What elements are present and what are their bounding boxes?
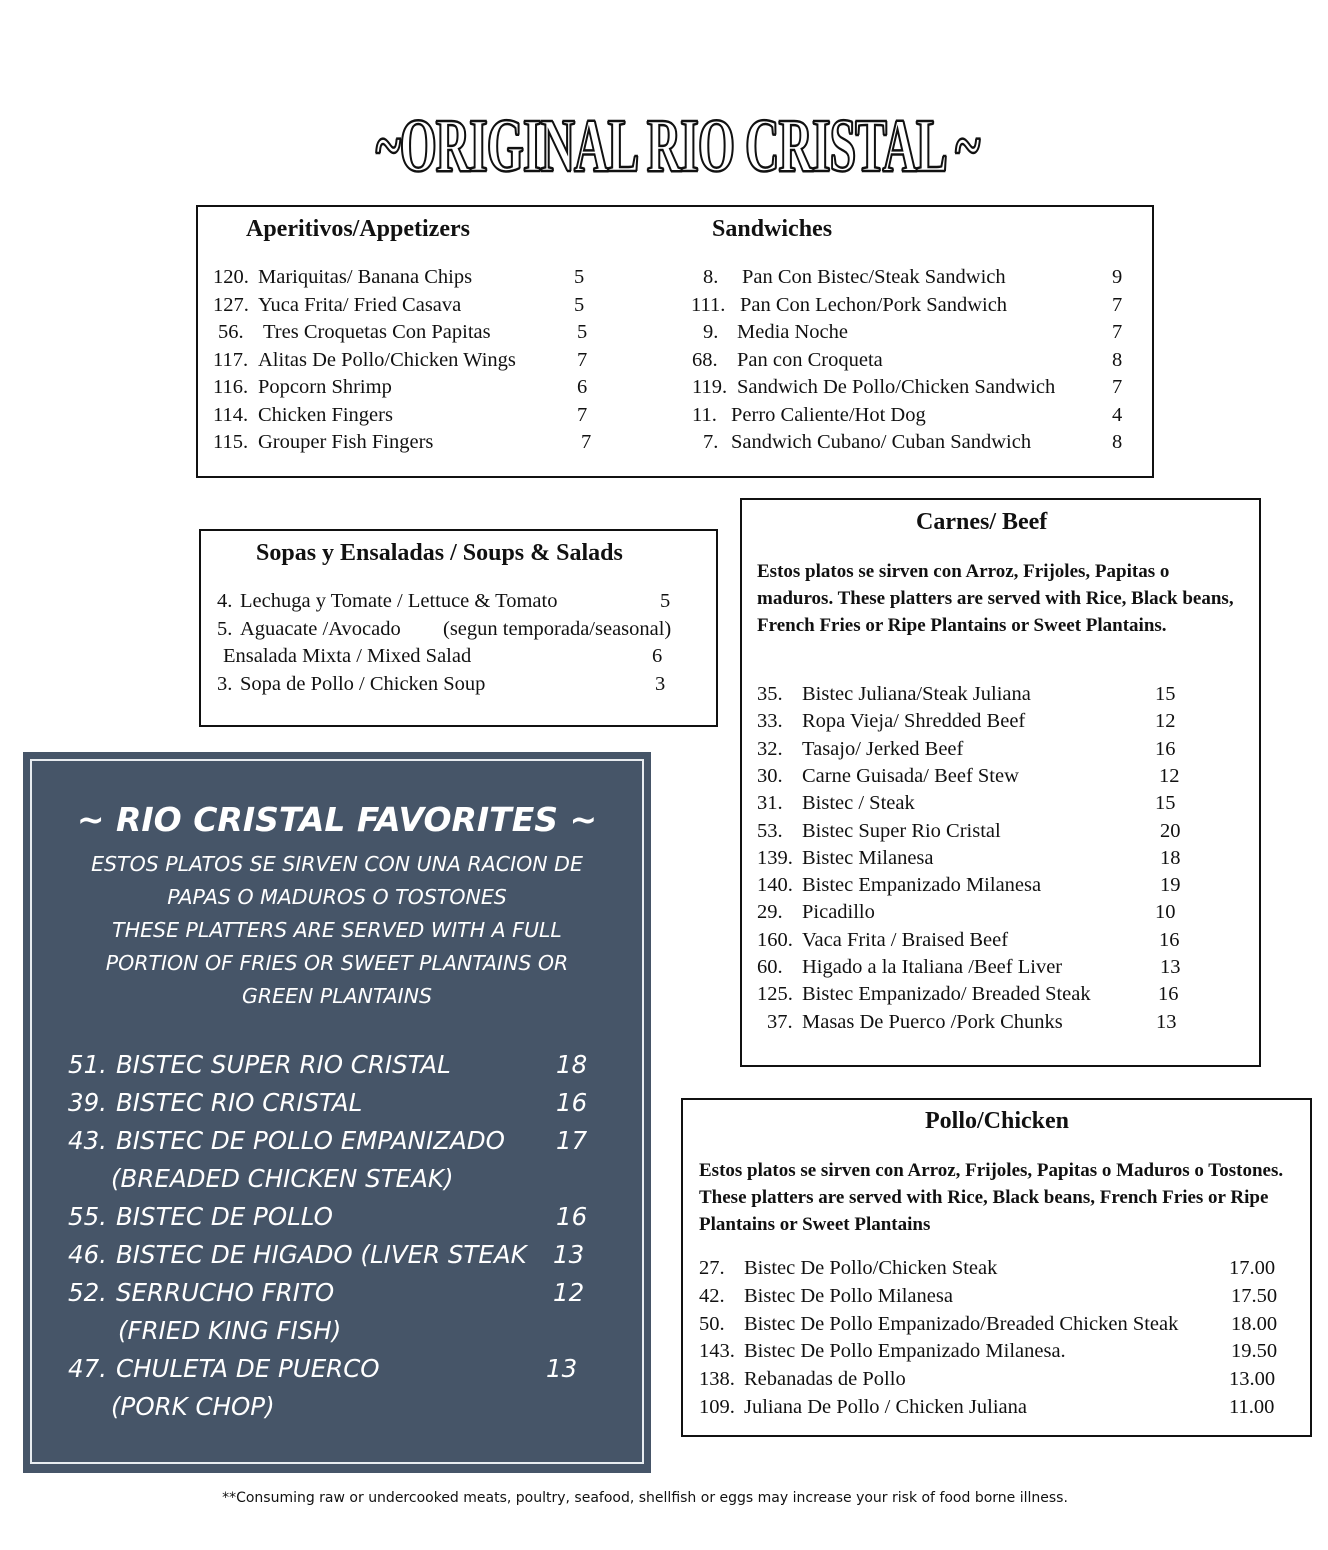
item-name: Bistec Milanesa [802,846,934,869]
item-price: 13.00 [1229,1368,1276,1391]
item-number: 5. [217,617,233,640]
item-name: Grouper Fish Fingers [258,431,434,453]
item-name: Carne Guisada/ Beef Stew [802,764,1019,787]
favorites-note-line: PAPAS O MADUROS O TOSTONES [167,885,507,909]
item-number: 3. [217,672,233,695]
item-name: Sandwich Cubano/ Cuban Sandwich [731,431,1032,453]
item-price: 17 [556,1126,588,1155]
item-number: 160. [757,928,793,951]
item-price: 13 [1160,956,1181,978]
item-price: 16 [1155,737,1176,760]
item-number: 127. [213,293,249,316]
item-number: 32. [757,737,783,760]
item-price: 18 [556,1050,588,1079]
item-number: 33. [757,710,783,733]
item-number: 139. [757,846,793,869]
favorites-note-line: GREEN PLANTAINS [241,984,433,1008]
item-number: 43. [68,1126,107,1155]
item-number: 51. [68,1050,107,1079]
item-name: Perro Caliente/Hot Dog [731,403,926,426]
item-price: 7 [581,431,592,453]
item-number: 39. [68,1088,107,1117]
item-subtitle: (FRIED KING FISH) [118,1316,342,1345]
item-price: 17.50 [1231,1284,1278,1307]
item-number: 7. [703,431,719,453]
item-number: 9. [703,321,719,343]
item-number: 138. [699,1368,735,1391]
item-price: 19 [1160,874,1181,897]
appetizers-heading: Aperitivos/Appetizers [246,216,470,242]
item-number: 60. [757,956,783,978]
item-name: Rebanadas de Pollo [744,1368,906,1391]
item-price: 16 [556,1202,588,1231]
item-number: 8. [703,266,719,288]
item-name: Alitas De Pollo/Chicken Wings [258,348,516,371]
item-name: Bistec Empanizado Milanesa [802,874,1042,897]
item-name: Tres Croquetas Con Papitas [263,321,491,343]
item-number: 27. [699,1257,725,1279]
item-name: Yuca Frita/ Fried Casava [258,293,462,316]
item-price: 12 [553,1278,585,1307]
item-price: (segun temporada/seasonal) [443,617,672,640]
item-name: Higado a la Italiana /Beef Liver [802,956,1063,978]
favorites-heading: ~ RIO CRISTAL FAVORITES ~ [76,800,598,839]
favorites-note [30,848,644,1013]
item-name: Media Noche [737,321,848,343]
item-name: Mariquitas/ Banana Chips [258,266,473,288]
item-price: 16 [556,1088,588,1117]
item-name: Sopa de Pollo / Chicken Soup [240,672,486,695]
item-price: 18.00 [1231,1312,1278,1335]
item-number: 116. [213,376,249,398]
item-number: 29. [757,901,783,924]
item-subtitle: (BREADED CHICKEN STEAK) [111,1164,454,1193]
item-number: 115. [213,431,249,453]
item-name: Bistec De Pollo Empanizado Milanesa. [744,1340,1066,1363]
item-name: Pan Con Lechon/Pork Sandwich [740,293,1008,316]
item-price: 3 [655,672,666,695]
item-name: Bistec De Pollo/Chicken Steak [744,1257,998,1279]
item-price: 7 [1112,293,1123,316]
item-number: 47. [68,1354,107,1383]
item-price: 7 [1112,376,1123,398]
item-name: BISTEC DE POLLO [116,1202,333,1231]
item-number: 30. [757,764,783,787]
item-name: Popcorn Shrimp [258,376,392,398]
chicken-heading: Pollo/Chicken [925,1108,1070,1134]
item-name: Juliana De Pollo / Chicken Juliana [744,1396,1027,1418]
page-title: ~ORIGINAL RIO CRISTAL ~ [375,104,980,188]
item-number: 55. [68,1202,107,1231]
item-number: 125. [757,983,793,1006]
item-number: 120. [213,266,249,288]
favorites-note-line: ESTOS PLATOS SE SIRVEN CON UNA RACION DE [91,852,583,876]
item-number: 117. [213,348,249,371]
item-price: 4 [1112,403,1123,426]
item-name: SERRUCHO FRITO [116,1278,335,1307]
item-price: 5 [577,321,588,343]
beef-note: Estos platos se sirven con Arroz, Frijoles, Papitas o maduros. These platters are served with Rice, Black beans, French Fries or Ripe Plantains or Sweet Plantains. [757,561,1234,636]
item-price: 7 [1112,321,1123,343]
item-number: 11. [692,403,717,426]
item-name: Pan Con Bistec/Steak Sandwich [742,266,1006,288]
item-number: 56. [218,321,244,343]
item-name: Chicken Fingers [258,403,393,426]
item-name: Bistec De Pollo Empanizado/Breaded Chicken Steak [744,1312,1179,1335]
item-name: BISTEC RIO CRISTAL [116,1088,363,1117]
item-number: 143. [699,1340,735,1363]
item-name: CHULETA DE PUERCO [116,1354,380,1383]
chicken-note: Estos platos se sirven con Arroz, Frijoles, Papitas o Maduros o Tostones. These platters are served with Rice, Black beans, French Fries or Ripe Plantains or Sweet Plantains [699,1160,1284,1235]
item-name: Bistec De Pollo Milanesa [744,1284,953,1307]
item-price: 17.00 [1229,1257,1276,1279]
item-number: 31. [757,792,783,815]
favorites-note-line: THESE PLATTERS ARE SERVED WITH A FULL [112,918,562,942]
item-price: 5 [574,266,585,288]
item-name: Ensalada Mixta / Mixed Salad [223,645,472,667]
item-number: 52. [68,1278,107,1307]
item-name: Vaca Frita / Braised Beef [802,928,1009,951]
favorites-note-line: PORTION OF FRIES OR SWEET PLANTAINS OR [105,951,569,975]
item-name: Masas De Puerco /Pork Chunks [802,1010,1063,1033]
item-price: 13 [553,1240,585,1269]
item-price: 15 [1155,792,1176,815]
item-number: 111. [691,293,726,316]
item-price: 6 [577,376,588,398]
item-price: 7 [577,348,588,371]
item-price: 20 [1160,819,1181,842]
item-name: Bistec Super Rio Cristal [802,819,1001,842]
item-name: Sandwich De Pollo/Chicken Sandwich [737,376,1056,398]
item-price: 19.50 [1231,1340,1278,1363]
sandwiches-heading: Sandwiches [712,216,833,242]
item-price: 10 [1155,901,1176,924]
item-price: 13 [546,1354,578,1383]
item-name: Bistec / Steak [802,792,915,815]
item-price: 12 [1159,764,1180,787]
item-price: 7 [577,403,588,426]
item-price: 5 [574,293,585,316]
item-subtitle: (PORK CHOP) [111,1392,275,1421]
food-safety-footer: **Consuming raw or undercooked meats, poultry, seafood, shellfish or eggs may increase your risk of food borne illness. [222,1490,1068,1506]
item-name: Ropa Vieja/ Shredded Beef [802,710,1026,733]
item-name: BISTEC DE HIGADO (LIVER STEAK [116,1240,527,1269]
item-number: 119. [692,376,728,398]
beef-heading: Carnes/ Beef [916,509,1048,535]
item-name: Bistec Juliana/Steak Juliana [802,683,1031,705]
item-price: 5 [660,590,671,612]
item-price: 16 [1158,983,1179,1006]
item-price: 11.00 [1229,1396,1275,1418]
item-number: 42. [699,1284,725,1307]
item-number: 140. [757,874,793,897]
item-price: 6 [652,645,663,667]
item-name: Tasajo/ Jerked Beef [802,737,964,760]
item-name: Aguacate /Avocado [240,617,401,640]
item-number: 53. [757,819,783,842]
item-name: Pan con Croqueta [737,348,883,371]
item-number: 68. [692,348,718,371]
item-number: 109. [699,1396,735,1418]
item-price: 13 [1156,1010,1177,1033]
item-number: 50. [699,1312,725,1335]
item-name: BISTEC SUPER RIO CRISTAL [116,1050,451,1079]
item-number: 114. [213,403,249,426]
item-name: Bistec Empanizado/ Breaded Steak [802,983,1091,1006]
item-number: 4. [217,590,233,612]
item-price: 18 [1160,846,1181,869]
item-price: 16 [1159,928,1180,951]
item-price: 9 [1112,266,1123,288]
item-name: Picadillo [802,901,875,924]
soups-heading: Sopas y Ensaladas / Soups & Salads [256,540,623,566]
item-price: 8 [1112,348,1123,371]
item-number: 35. [757,683,783,705]
item-price: 8 [1112,431,1123,453]
item-name: Lechuga y Tomate / Lettuce & Tomato [240,590,558,612]
item-number: 46. [68,1240,107,1269]
item-name: BISTEC DE POLLO EMPANIZADO [116,1126,505,1155]
item-price: 15 [1155,683,1176,705]
item-price: 12 [1155,710,1176,733]
item-number: 37. [767,1010,793,1033]
